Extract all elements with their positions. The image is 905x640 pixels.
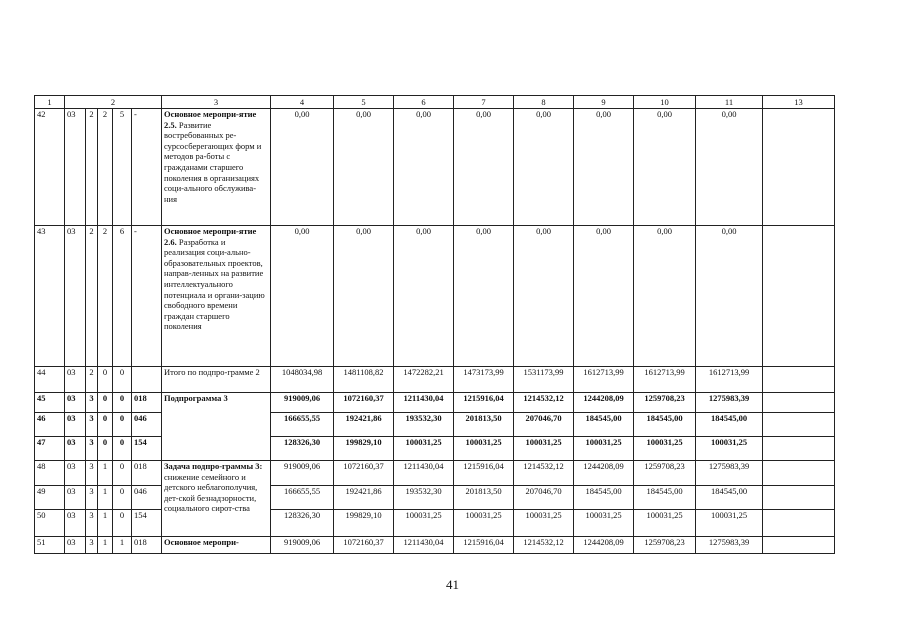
empty-cell <box>763 393 835 413</box>
value-cell: 0,00 <box>514 226 574 367</box>
table-row <box>35 537 835 554</box>
value-cell: 1259708,23 <box>634 537 696 554</box>
code-cell: 03 <box>65 109 86 226</box>
description-text: снижение семейного и детского неблагополучия, дет-ской безнадзорности, социального сирот-ства <box>164 471 258 514</box>
code-cell: 03 <box>65 393 86 413</box>
code-cell: - <box>132 226 162 367</box>
value-cell: 919009,06 <box>271 461 334 486</box>
header-cell: 10 <box>634 96 696 109</box>
description-cell <box>162 461 271 537</box>
code-cell: 03 <box>65 537 86 554</box>
table-row <box>35 367 835 393</box>
row-number: 47 <box>35 437 65 461</box>
value-cell: 1612713,99 <box>696 367 763 393</box>
code-cell: 0 <box>113 486 132 510</box>
value-cell: 192421,86 <box>334 486 394 510</box>
header-cell: 5 <box>334 96 394 109</box>
code-cell: 03 <box>65 510 86 537</box>
row-number: 45 <box>35 393 65 413</box>
code-cell: 3 <box>86 413 98 437</box>
value-cell: 1612713,99 <box>634 367 696 393</box>
value-cell: 1259708,23 <box>634 393 696 413</box>
value-cell: 166655,55 <box>271 413 334 437</box>
value-cell: 128326,30 <box>271 437 334 461</box>
value-cell: 166655,55 <box>271 486 334 510</box>
value-cell: 100031,25 <box>696 510 763 537</box>
value-cell: 919009,06 <box>271 537 334 554</box>
value-cell: 1244208,09 <box>574 393 634 413</box>
code-cell: 0 <box>98 413 113 437</box>
value-cell: 1275983,39 <box>696 537 763 554</box>
code-cell: 0 <box>98 367 113 393</box>
description-title: Задача подпро-граммы 3: <box>164 461 263 471</box>
value-cell: 0,00 <box>454 226 514 367</box>
code-cell: 3 <box>86 437 98 461</box>
row-number: 42 <box>35 109 65 226</box>
description-cell <box>162 109 271 226</box>
description-text: Развитие востребованных ре-сурсосберегающих форм и методов ра-боты с гражданами старшего поколения в организациях соци-ального обслужива-ния <box>164 119 262 204</box>
value-cell: 100031,25 <box>394 510 454 537</box>
code-cell: 03 <box>65 413 86 437</box>
table-row <box>35 437 835 461</box>
code-cell: 0 <box>113 367 132 393</box>
value-cell: 199829,10 <box>334 510 394 537</box>
code-cell: 03 <box>65 437 86 461</box>
code-cell: 0 <box>98 437 113 461</box>
row-number: 44 <box>35 367 65 393</box>
empty-cell <box>763 461 835 486</box>
value-cell: 1048034,98 <box>271 367 334 393</box>
empty-cell <box>763 486 835 510</box>
code-cell: 018 <box>132 393 162 413</box>
value-cell: 1211430,04 <box>394 461 454 486</box>
table-row <box>35 461 835 486</box>
description-cell: Подпрограмма 3 <box>162 393 271 461</box>
header-cell: 7 <box>454 96 514 109</box>
code-cell: 1 <box>98 510 113 537</box>
value-cell: 0,00 <box>634 226 696 367</box>
value-cell: 0,00 <box>394 109 454 226</box>
value-cell: 1214532,12 <box>514 461 574 486</box>
row-number: 48 <box>35 461 65 486</box>
header-cell: 8 <box>514 96 574 109</box>
code-cell: 154 <box>132 510 162 537</box>
value-cell: 184545,00 <box>574 413 634 437</box>
value-cell: 100031,25 <box>394 437 454 461</box>
value-cell: 1214532,12 <box>514 393 574 413</box>
value-cell: 1244208,09 <box>574 461 634 486</box>
code-cell: 018 <box>132 537 162 554</box>
row-number: 43 <box>35 226 65 367</box>
value-cell: 0,00 <box>696 109 763 226</box>
code-cell: 03 <box>65 226 86 367</box>
value-cell: 0,00 <box>271 109 334 226</box>
value-cell: 0,00 <box>271 226 334 367</box>
header-cell: 13 <box>763 96 835 109</box>
value-cell: 207046,70 <box>514 413 574 437</box>
value-cell: 100031,25 <box>696 437 763 461</box>
empty-cell <box>763 537 835 554</box>
row-number: 50 <box>35 510 65 537</box>
value-cell: 0,00 <box>334 226 394 367</box>
value-cell: 919009,06 <box>271 393 334 413</box>
value-cell: 1612713,99 <box>574 367 634 393</box>
code-cell: 0 <box>113 510 132 537</box>
value-cell: 184545,00 <box>634 413 696 437</box>
value-cell: 1211430,04 <box>394 393 454 413</box>
value-cell: 0,00 <box>696 226 763 367</box>
code-cell: 1 <box>113 537 132 554</box>
description-title: Основное меропри-ятие 2.6. <box>164 226 257 247</box>
value-cell: 1531173,99 <box>514 367 574 393</box>
value-cell: 100031,25 <box>454 510 514 537</box>
code-cell: 1 <box>98 486 113 510</box>
page-number: 41 <box>446 577 459 592</box>
code-cell: 03 <box>65 367 86 393</box>
empty-cell <box>763 109 835 226</box>
header-cell: 6 <box>394 96 454 109</box>
value-cell: 1072160,37 <box>334 461 394 486</box>
value-cell: 1472282,21 <box>394 367 454 393</box>
header-cell: 4 <box>271 96 334 109</box>
value-cell: 100031,25 <box>634 437 696 461</box>
description-cell <box>162 226 271 367</box>
code-cell: 03 <box>65 486 86 510</box>
value-cell: 207046,70 <box>514 486 574 510</box>
budget-table <box>34 95 835 554</box>
value-cell: 100031,25 <box>574 510 634 537</box>
empty-cell <box>763 226 835 367</box>
code-cell: 3 <box>86 393 98 413</box>
empty-cell <box>763 367 835 393</box>
value-cell: 0,00 <box>574 109 634 226</box>
header-cell: 2 <box>65 96 162 109</box>
value-cell: 100031,25 <box>454 437 514 461</box>
code-cell: 2 <box>86 226 98 367</box>
value-cell: 100031,25 <box>574 437 634 461</box>
value-cell: 100031,25 <box>514 437 574 461</box>
value-cell: 184545,00 <box>634 486 696 510</box>
header-cell: 3 <box>162 96 271 109</box>
code-cell: 154 <box>132 437 162 461</box>
empty-cell <box>763 413 835 437</box>
description-text: Разработка и реализация соци-ально-образовательных проектов, направ-ленных на развитие интеллектуального потенциала и органи-зацию свободного времени граждан старшего поколения <box>164 236 265 332</box>
description-cell: Итого по подпро-грамме 2 <box>162 367 271 393</box>
value-cell: 1259708,23 <box>634 461 696 486</box>
table-row <box>35 413 835 437</box>
value-cell: 199829,10 <box>334 437 394 461</box>
table-row <box>35 486 835 510</box>
code-cell: 0 <box>113 437 132 461</box>
header-row <box>35 96 835 109</box>
description-cell: Основное меропри- <box>162 537 271 554</box>
value-cell: 184545,00 <box>696 413 763 437</box>
value-cell: 0,00 <box>514 109 574 226</box>
value-cell: 1275983,39 <box>696 461 763 486</box>
code-cell: 1 <box>98 461 113 486</box>
code-cell: 2 <box>86 109 98 226</box>
code-cell: - <box>132 109 162 226</box>
row-number: 46 <box>35 413 65 437</box>
empty-cell <box>763 510 835 537</box>
value-cell: 1481108,82 <box>334 367 394 393</box>
code-cell: 6 <box>113 226 132 367</box>
code-cell: 5 <box>113 109 132 226</box>
code-cell: 0 <box>113 393 132 413</box>
value-cell: 1473173,99 <box>454 367 514 393</box>
value-cell: 1215916,04 <box>454 393 514 413</box>
value-cell: 201813,50 <box>454 413 514 437</box>
value-cell: 1214532,12 <box>514 537 574 554</box>
value-cell: 184545,00 <box>696 486 763 510</box>
value-cell: 192421,86 <box>334 413 394 437</box>
value-cell: 0,00 <box>334 109 394 226</box>
value-cell: 201813,50 <box>454 486 514 510</box>
value-cell: 1072160,37 <box>334 537 394 554</box>
code-cell: 2 <box>86 367 98 393</box>
table-row <box>35 109 835 226</box>
code-cell: 3 <box>86 537 98 554</box>
row-number: 49 <box>35 486 65 510</box>
code-cell: 0 <box>113 413 132 437</box>
value-cell: 193532,30 <box>394 486 454 510</box>
value-cell: 1211430,04 <box>394 537 454 554</box>
code-cell: 3 <box>86 486 98 510</box>
code-cell: 3 <box>86 461 98 486</box>
code-cell: 03 <box>65 461 86 486</box>
value-cell: 0,00 <box>454 109 514 226</box>
table-row <box>35 393 835 413</box>
table-row <box>35 226 835 367</box>
code-cell: 3 <box>86 510 98 537</box>
value-cell: 0,00 <box>394 226 454 367</box>
value-cell: 1275983,39 <box>696 393 763 413</box>
value-cell: 0,00 <box>634 109 696 226</box>
code-cell: 046 <box>132 486 162 510</box>
code-cell: 2 <box>98 109 113 226</box>
value-cell: 100031,25 <box>514 510 574 537</box>
header-cell: 9 <box>574 96 634 109</box>
table-row <box>35 510 835 537</box>
code-cell: 0 <box>113 461 132 486</box>
code-cell: 1 <box>98 537 113 554</box>
code-cell: 046 <box>132 413 162 437</box>
value-cell: 1215916,04 <box>454 461 514 486</box>
value-cell: 184545,00 <box>574 486 634 510</box>
value-cell: 1244208,09 <box>574 537 634 554</box>
value-cell: 100031,25 <box>634 510 696 537</box>
value-cell: 128326,30 <box>271 510 334 537</box>
code-cell <box>132 367 162 393</box>
value-cell: 0,00 <box>574 226 634 367</box>
value-cell: 193532,30 <box>394 413 454 437</box>
description-title: Основное меропри-ятие 2.5. <box>164 109 257 130</box>
value-cell: 1215916,04 <box>454 537 514 554</box>
code-cell: 018 <box>132 461 162 486</box>
value-cell: 1072160,37 <box>334 393 394 413</box>
code-cell: 2 <box>98 226 113 367</box>
row-number: 51 <box>35 537 65 554</box>
empty-cell <box>763 437 835 461</box>
code-cell: 0 <box>98 393 113 413</box>
header-cell: 1 <box>35 96 65 109</box>
header-cell: 11 <box>696 96 763 109</box>
